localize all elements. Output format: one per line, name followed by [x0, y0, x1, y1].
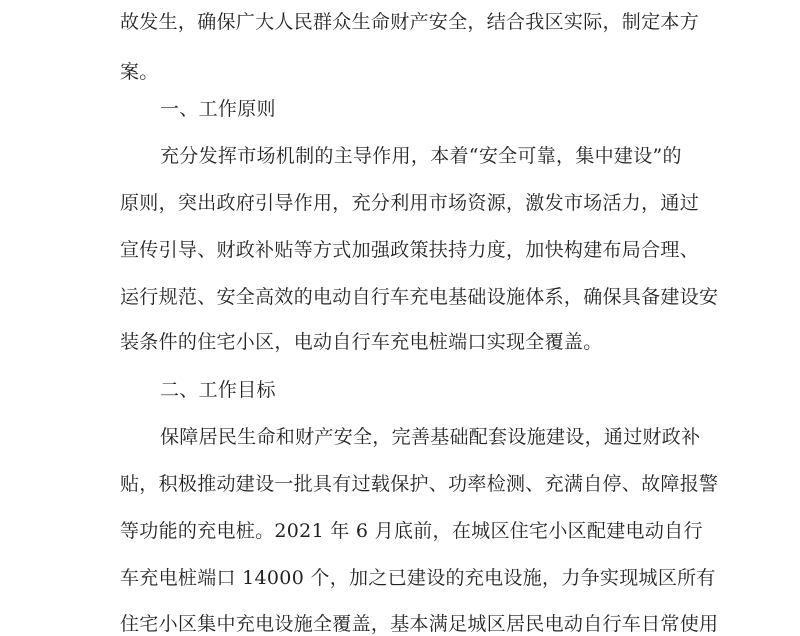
- paragraph-line: 故发生，确保广大人民群众生命财产安全，结合我区实际，制定本方: [120, 11, 700, 33]
- section-heading-principles: 一、工作原则: [160, 98, 276, 120]
- paragraph-line: 住宅小区集中充电设施全覆盖，基本满足城区居民电动自行车日常使用: [120, 613, 719, 635]
- paragraph-line: 装条件的住宅小区，电动自行车充电桩端口实现全覆盖。: [120, 331, 603, 353]
- section-heading-goals: 二、工作目标: [160, 379, 276, 401]
- paragraph-line: 等功能的充电桩。2021 年 6 月底前，在城区住宅小区配建电动自行: [120, 520, 703, 542]
- paragraph-line: 宣传引导、财政补贴等方式加强政策扶持力度，加快构建布局合理、: [120, 239, 700, 261]
- paragraph-line: 充分发挥市场机制的主导作用，本着“安全可靠，集中建设”的: [160, 145, 682, 167]
- paragraph-line: 运行规范、安全高效的电动自行车充电基础设施体系，确保具备建设安: [120, 286, 719, 308]
- paragraph-line: 原则，突出政府引导作用，充分利用市场资源，激发市场活力，通过: [120, 192, 700, 214]
- paragraph-line: 贴，积极推动建设一批具有过载保护、功率检测、充满自停、故障报警: [120, 473, 719, 495]
- paragraph-line: 保障居民生命和财产安全，完善基础配套设施建设，通过财政补: [160, 426, 701, 448]
- paragraph-line: 案。: [120, 61, 159, 83]
- paragraph-line: 车充电桩端口 14000 个，加之已建设的充电设施，力争实现城区所有: [120, 567, 716, 589]
